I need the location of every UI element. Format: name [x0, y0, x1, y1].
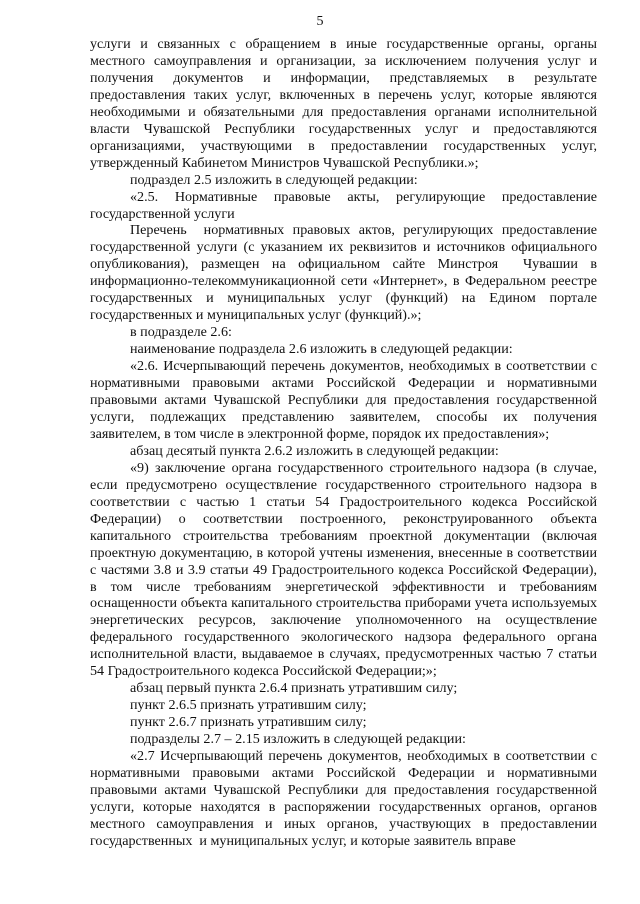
paragraph-12: пункт 2.6.7 признать утратившим силу;: [130, 714, 367, 731]
page-number: 5: [316, 14, 324, 29]
paragraph-11: пункт 2.6.5 признать утратившим силу;: [130, 697, 367, 714]
paragraph-3: «2.5. Нормативные правовые акты, регулирующие предоставление государственной услуги: [90, 188, 601, 222]
paragraph-13: подразделы 2.7 – 2.15 изложить в следующей редакции:: [130, 731, 466, 748]
paragraph-14: «2.7 Исчерпывающий перечень документов, необходимых в соответствии с нормативными правовыми актами Российской Федерации и нормативными правовыми актами Чувашской Республики для предоставления государственной услуги, которые находятся в распоряжении государственных органов, органов местного самоуправления и иных органов, участвующих в предоставлении государственных и муниципальных услуг, и которые заявитель вправе: [90, 748, 601, 849]
document-body: [90, 36, 601, 850]
paragraph-10: абзац первый пункта 2.6.4 признать утратившим силу;: [130, 680, 458, 697]
paragraph-8: абзац десятый пункта 2.6.2 изложить в следующей редакции:: [130, 442, 499, 459]
paragraph-6: наименование подраздела 2.6 изложить в следующей редакции:: [130, 341, 513, 358]
paragraph-1: услуги и связанных с обращением в иные государственные органы, органы местного самоуправления и организации, за исключением получения услуг и получения документов и информации, представляемых в результате предоставления таких услуг, включенных в перечень услуг, которые являются необходимыми и обязательными для предоставления органами исполнительной власти Чувашской Республики государственных услуг и предоставляются организациями, участвующими в предоставлении государственных услуг, утвержденный Кабинетом Министров Чувашской Республики.»;: [90, 36, 601, 171]
paragraph-9: «9) заключение органа государственного строительного надзора (в случае, если предусмотрено осуществление государственного строительного надзора в соответствии с частью 1 статьи 54 Градостроительного кодекса Российской Федерации) о соответствии построенного, реконструированного объекта капитального строительства требованиям проектной документации (включая проектную документацию, в которой учтены изменения, внесенные в соответствии с частями 3.8 и 3.9 статьи 49 Градостроительного кодекса Российской Федерации), в том числе требованиям энергетической эффективности и требованиям оснащенности объекта капитального строительства приборами учета используемых энергетических ресурсов, заключение уполномоченного на осуществление федерального государственного экологического надзора федерального органа исполнительной власти, выдаваемое в случаях, предусмотренных частью 7 статьи 54 Градостроительного кодекса Российской Федерации;»;: [90, 459, 601, 680]
paragraph-5: в подразделе 2.6:: [130, 324, 232, 341]
paragraph-2: подраздел 2.5 изложить в следующей редакции:: [130, 171, 418, 188]
paragraph-7: «2.6. Исчерпывающий перечень документов, необходимых в соответствии с нормативными правовыми актами Российской Федерации и нормативными правовыми актами Чувашской Республики для предоставления государственной услуги, подлежащих представлению заявителем, способы их получения заявителем, в том числе в электронной форме, порядок их предоставления»;: [90, 358, 601, 442]
paragraph-4: Перечень нормативных правовых актов, регулирующих предоставление государственной услуги (с указанием их реквизитов и источников официального опубликования), размещен на официальном сайте Минстроя Чувашии в информационно-телекоммуникационной сети «Интернет», в Федеральном реестре государственных и муниципальных услуг (функций) на Едином портале государственных и муниципальных услуг (функций).»;: [90, 222, 601, 324]
